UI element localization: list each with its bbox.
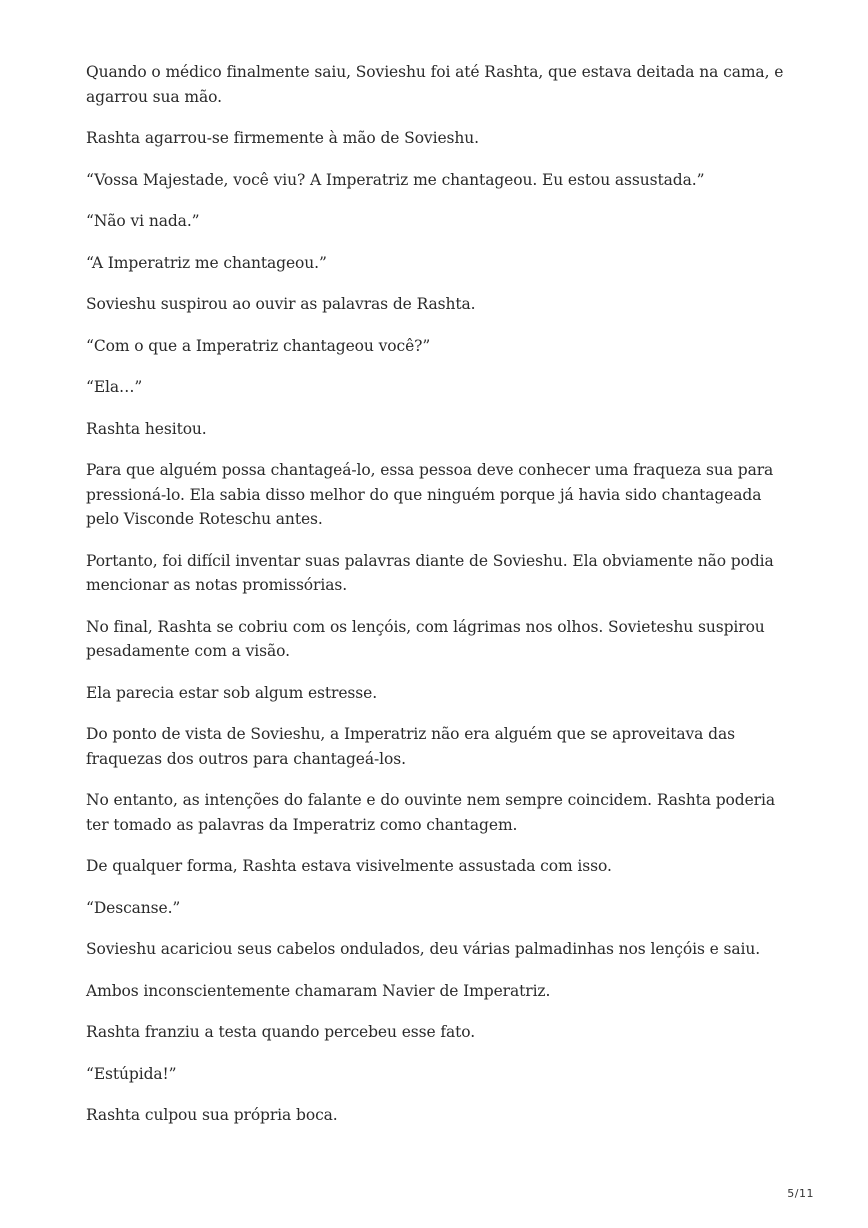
paragraph: Ela parecia estar sob algum estresse. <box>86 683 378 702</box>
paragraph: “Ela…” <box>86 378 143 396</box>
paragraph: De qualquer forma, Rashta estava visivelmente assustada com isso. <box>86 857 612 875</box>
paragraph: Quando o médico finalmente saiu, Sovieshu foi até Rashta, que estava deitada na cama, e agarrou sua mão. <box>86 63 784 106</box>
paragraph: Para que alguém possa chantageá-lo, essa pessoa deve conhecer uma fraqueza sua para pressioná-lo. Ela sabia disso melhor do que ninguém porque já havia sido chantageada pelo Visconde Roteschu antes. <box>86 461 774 528</box>
document-page <box>86 60 786 1145</box>
paragraph: Rashta agarrou-se firmemente à mão de Sovieshu. <box>86 129 479 147</box>
paragraph: No final, Rashta se cobriu com os lençóis, com lágrimas nos olhos. Sovieteshu suspirou pesadamente com a visão. <box>86 617 765 660</box>
paragraph: Sovieshu suspirou ao ouvir as palavras de Rashta. <box>86 295 476 313</box>
paragraph: Portanto, foi difícil inventar suas palavras diante de Sovieshu. Ela obviamente não podia mencionar as notas promissórias. <box>86 551 774 594</box>
paragraph: “Não vi nada.” <box>86 212 200 230</box>
paragraph: “Com o que a Imperatriz chantageou você?” <box>86 336 431 355</box>
paragraph: Rashta culpou sua própria boca. <box>86 1106 338 1124</box>
paragraph: No entanto, as intenções do falante e do ouvinte nem sempre coincidem. Rashta poderia ter tomado as palavras da Imperatriz como chantagem. <box>86 791 775 834</box>
paragraph: Do ponto de vista de Sovieshu, a Imperatriz não era alguém que se aproveitava das fraquezas dos outros para chantageá-los. <box>86 725 735 768</box>
paragraph: “Estúpida!” <box>86 1064 177 1083</box>
paragraph: “Vossa Majestade, você viu? A Imperatriz me chantageou. Eu estou assustada.” <box>86 170 705 189</box>
paragraph: Rashta hesitou. <box>86 419 207 438</box>
paragraph: Ambos inconscientemente chamaram Navier de Imperatriz. <box>86 981 551 1000</box>
paragraph: Rashta franziu a testa quando percebeu esse fato. <box>86 1023 476 1041</box>
page-number: 5/11 <box>787 1187 814 1200</box>
paragraph: “A Imperatriz me chantageou.” <box>86 253 327 272</box>
paragraph: “Descanse.” <box>86 898 181 917</box>
paragraph: Sovieshu acariciou seus cabelos ondulados, deu várias palmadinhas nos lençóis e saiu. <box>86 940 761 958</box>
